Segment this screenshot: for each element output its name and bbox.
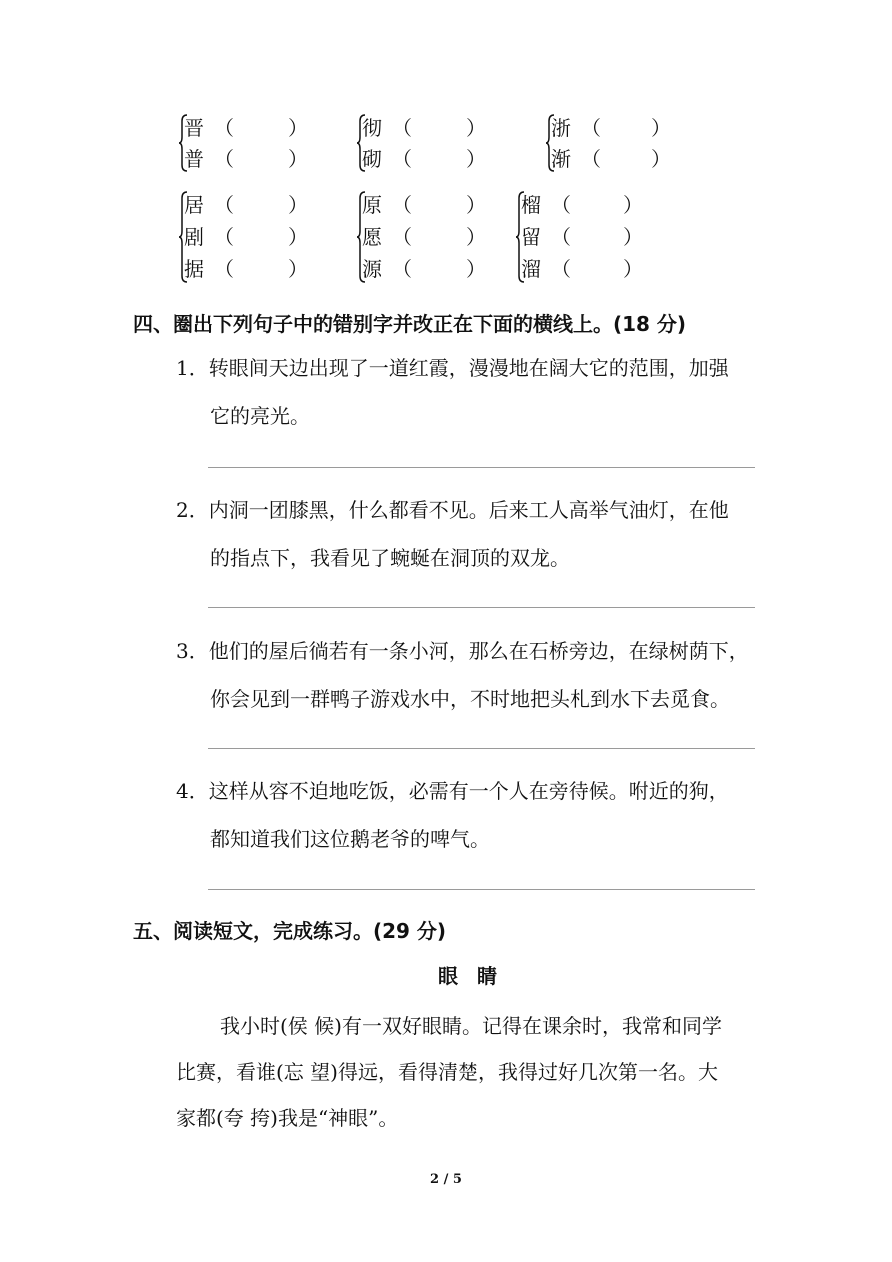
paren-open: （ — [214, 257, 234, 281]
question-3-line-1: 3．他们的屋后徜若有一条小河，那么在石桥旁边，在绿树荫下， — [176, 639, 749, 663]
char: 彻 — [362, 116, 382, 140]
paren-open: （ — [551, 257, 571, 281]
paren-open: （ — [392, 147, 412, 171]
paren-open: （ — [214, 116, 234, 140]
paren-close: ） — [288, 147, 308, 171]
char: 浙 — [551, 116, 571, 140]
char: 普 — [184, 147, 204, 171]
paren-open: （ — [551, 225, 571, 249]
char: 溜 — [521, 257, 541, 281]
page-number: 2 / 5 — [430, 1172, 462, 1187]
char: 源 — [362, 257, 382, 281]
question-1-line-2: 它的亮光。 — [210, 404, 310, 428]
passage-line-3: 家都(夸 挎)我是“神眼”。 — [176, 1106, 399, 1130]
section-4-heading: 四、圈出下列句子中的错别字并改正在下面的横线上。(18 分) — [133, 312, 687, 336]
question-2-line-2: 的指点下，我看见了蜿蜒在洞顶的双龙。 — [210, 546, 570, 570]
paren-close: ） — [466, 116, 486, 140]
question-4-line-2: 都知道我们这位鹅老爷的啤气。 — [210, 827, 490, 851]
char: 愿 — [362, 225, 382, 249]
paren-close: ） — [466, 257, 486, 281]
char: 据 — [184, 257, 204, 281]
answer-line-3[interactable] — [208, 748, 755, 749]
question-2-line-1: 2．内洞一团膝黑，什么都看不见。后来工人高举气油灯，在他 — [176, 498, 729, 522]
char: 渐 — [551, 147, 571, 171]
char: 原 — [362, 193, 382, 217]
paren-open: （ — [214, 193, 234, 217]
paren-open: （ — [214, 147, 234, 171]
answer-line-1[interactable] — [208, 467, 755, 468]
paren-open: （ — [392, 193, 412, 217]
char: 留 — [521, 225, 541, 249]
char: 晋 — [184, 116, 204, 140]
paren-close: ） — [288, 225, 308, 249]
section-5-heading: 五、阅读短文，完成练习。(29 分) — [133, 919, 447, 943]
paren-open: （ — [392, 225, 412, 249]
question-3-line-2: 你会见到一群鸭子游戏水中，不时地把头札到水下去觅食。 — [210, 687, 730, 711]
paren-close: ） — [466, 225, 486, 249]
char: 居 — [184, 193, 204, 217]
paren-close: ） — [623, 193, 643, 217]
paren-close: ） — [288, 193, 308, 217]
paren-open: （ — [392, 257, 412, 281]
paren-open: （ — [214, 225, 234, 249]
char: 砌 — [362, 147, 382, 171]
char: 榴 — [521, 193, 541, 217]
passage-title: 眼 睛 — [438, 964, 503, 988]
paren-close: ） — [288, 116, 308, 140]
paren-open: （ — [551, 193, 571, 217]
paren-close: ） — [466, 147, 486, 171]
paren-open: （ — [581, 147, 601, 171]
passage-line-1: 我小时(侯 候)有一双好眼睛。记得在课余时，我常和同学 — [220, 1014, 722, 1038]
paren-open: （ — [392, 116, 412, 140]
answer-line-2[interactable] — [208, 607, 755, 608]
question-1-line-1: 1．转眼间天边出现了一道红霞，漫漫地在阔大它的范围，加强 — [176, 356, 729, 380]
answer-line-4[interactable] — [208, 889, 755, 890]
paren-close: ） — [651, 116, 671, 140]
paren-close: ） — [466, 193, 486, 217]
question-4-line-1: 4．这样从容不迫地吃饭，必需有一个人在旁待候。咐近的狗， — [176, 779, 729, 803]
char: 剧 — [184, 225, 204, 249]
paren-open: （ — [581, 116, 601, 140]
passage-line-2: 比赛，看谁(忘 望)得远，看得清楚，我得过好几次第一名。大 — [176, 1060, 718, 1084]
paren-close: ） — [623, 225, 643, 249]
paren-close: ） — [651, 147, 671, 171]
paren-close: ） — [623, 257, 643, 281]
paren-close: ） — [288, 257, 308, 281]
